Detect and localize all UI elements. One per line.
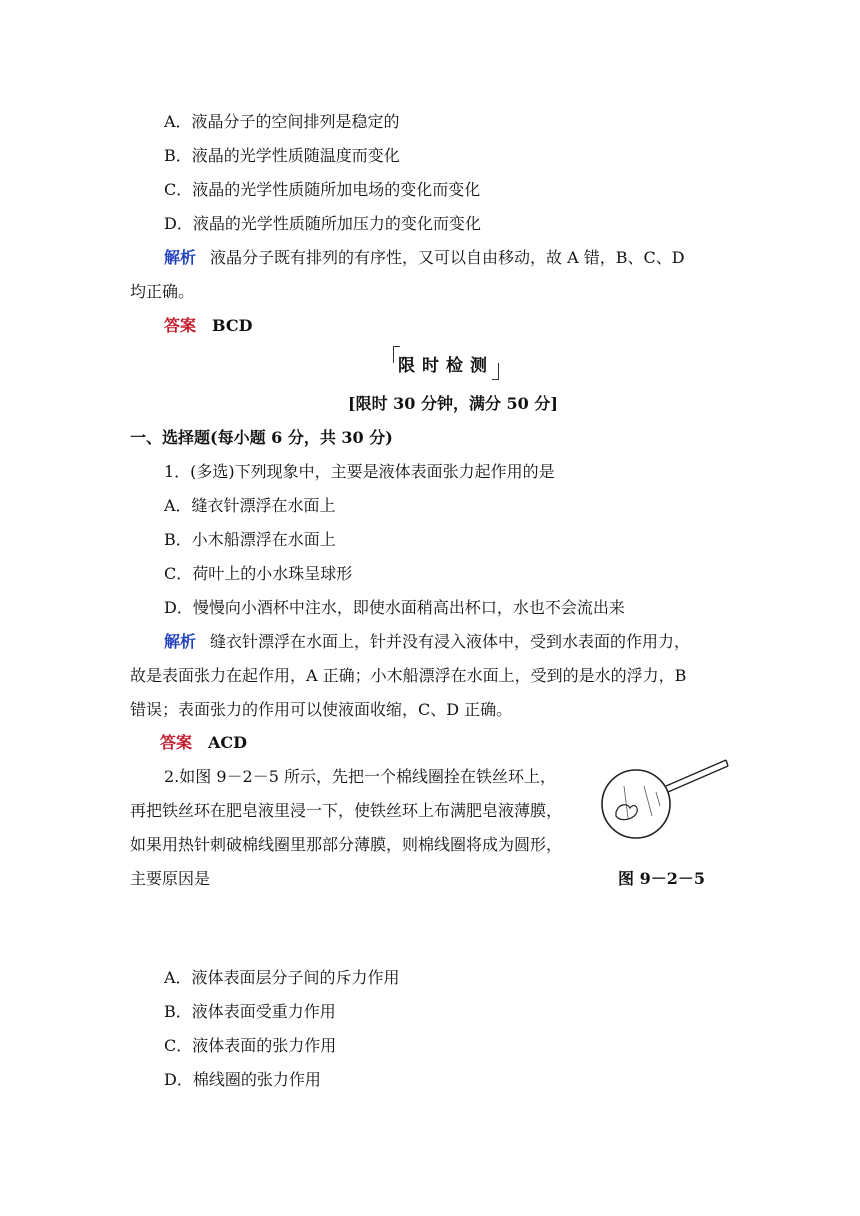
analysis-text: 液晶分子既有排列的有序性，又可以自由移动，故 A 错，B、C、D (210, 248, 685, 267)
option-b: B．液晶的光学性质随温度而变化 (164, 146, 400, 165)
q2-option-d: D．棉线圈的张力作用 (164, 1070, 321, 1089)
analysis-line (164, 246, 685, 270)
figure-caption: 图 9－2－5 (618, 869, 705, 888)
option-c: C．液晶的光学性质随所加电场的变化而变化 (164, 180, 481, 199)
section-subtitle: [限时 30 分钟，满分 50 分] (348, 394, 558, 413)
q1-option-b: B．小木船漂浮在水面上 (164, 530, 336, 549)
q1-analysis-line-3: 错误；表面张力的作用可以使液面收缩，C、D 正确。 (130, 700, 513, 719)
q1-analysis-label: 解析 (164, 632, 197, 651)
answer-label: 答案 (164, 316, 197, 335)
q1-option-c: C．荷叶上的小水珠呈球形 (164, 564, 353, 583)
q2-option-b: B．液体表面受重力作用 (164, 1002, 336, 1021)
option-a: A．液晶分子的空间排列是稳定的 (164, 112, 400, 131)
q2-stem-line-3: 如果用热针刺破棉线圈里那部分薄膜，则棉线圈将成为圆形， (130, 835, 563, 854)
q2-option-c: C．液体表面的张力作用 (164, 1036, 337, 1055)
q1-answer-value: ACD (208, 733, 248, 752)
q2-stem-line-2: 再把铁丝环在肥皂液里浸一下，使铁丝环上布满肥皂液薄膜， (130, 801, 563, 820)
q1-analysis-line (164, 630, 690, 654)
analysis-continuation: 均正确。 (130, 282, 195, 301)
analysis-label: 解析 (164, 248, 197, 267)
q1-analysis-text: 缝衣针漂浮在水面上，针并没有浸入液体中，受到水表面的作用力， (210, 632, 691, 651)
q1-analysis-line-2: 故是表面张力在起作用，A 正确；小木船漂浮在水面上，受到的是水的浮力，B (130, 666, 687, 685)
section-title: 限时检测 (398, 356, 494, 376)
answer-value: BCD (212, 316, 253, 335)
wire-ring-figure (596, 756, 732, 856)
question-1-stem: 1．(多选)下列现象中，主要是液体表面张力起作用的是 (164, 462, 555, 481)
wire-handle (666, 760, 726, 786)
question-2-stem: 2.如图 9－2－5 所示，先把一个棉线圈拴在铁丝环上， (164, 767, 556, 786)
option-d: D．液晶的光学性质随所加压力的变化而变化 (164, 214, 481, 233)
q1-answer-label: 答案 (160, 733, 193, 752)
section-header (393, 346, 499, 380)
q2-option-a: A．液体表面层分子间的斥力作用 (164, 968, 400, 987)
q2-stem-line-4: 主要原因是 (130, 869, 211, 888)
q1-option-d: D．慢慢向小酒杯中注水，即使水面稍高出杯口，水也不会流出来 (164, 598, 625, 617)
answer-line (164, 314, 252, 338)
q1-answer-line (160, 731, 247, 755)
part-heading: 一、选择题(每小题 6 分，共 30 分) (130, 428, 393, 447)
q1-option-a: A．缝衣针漂浮在水面上 (164, 496, 336, 515)
